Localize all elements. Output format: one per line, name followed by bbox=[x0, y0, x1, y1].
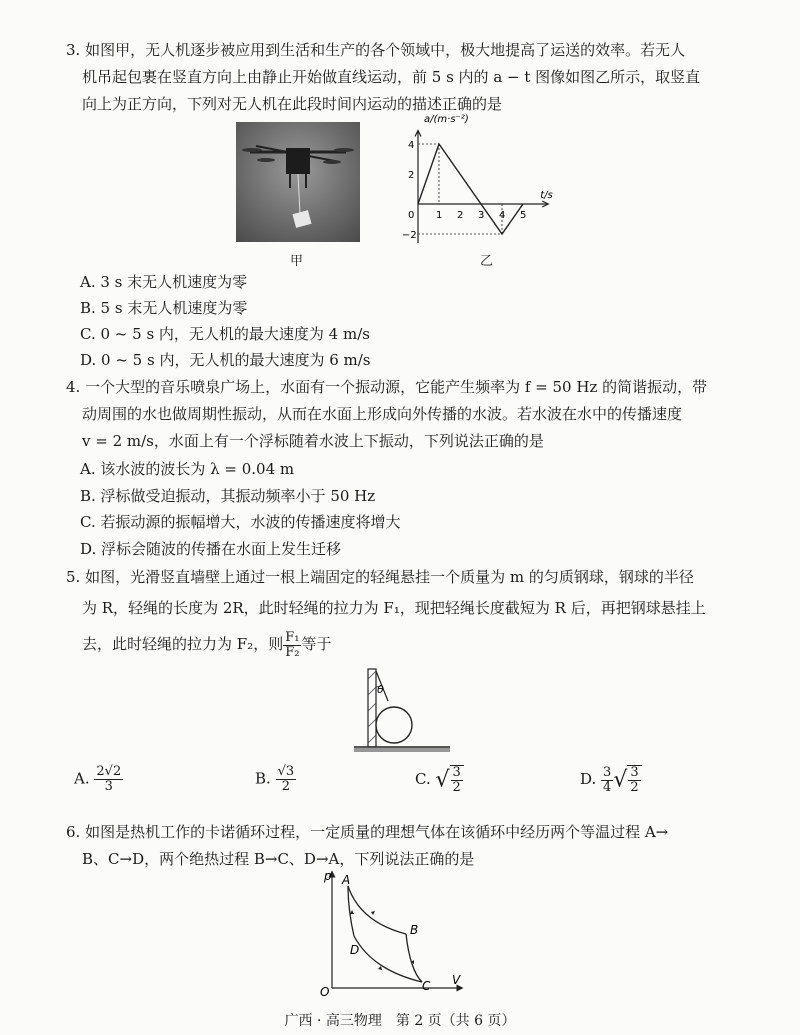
y-axis-label: a/(m·s⁻²) bbox=[424, 114, 469, 125]
q5-option-c-den: 2 bbox=[452, 780, 461, 795]
point-a-label: A bbox=[342, 873, 351, 887]
q6-line-1: 6. 如图是热机工作的卡诺循环过程，一定质量的理想气体在该循环中经历两个等温过程 A→ bbox=[66, 823, 669, 841]
q3-line-2: 机吊起包裹在竖直方向上由静止开始做直线运动，前 5 s 内的 a − t 图像如图乙所示，取竖直 bbox=[82, 68, 701, 86]
x-tick-5: 5 bbox=[520, 210, 527, 221]
q5-option-b-den: 2 bbox=[281, 779, 290, 794]
q5-option-d-coef-den: 4 bbox=[603, 779, 612, 795]
q4-option-c[interactable]: C. 若振动源的振幅增大，水波的传播速度将增大 bbox=[80, 513, 401, 531]
q5-option-d-fraction bbox=[627, 765, 641, 795]
page-footer: 广西 · 高三物理 第 2 页（共 6 页） bbox=[284, 1013, 516, 1029]
x-tick-0: 0 bbox=[408, 210, 415, 221]
isotherm-cd bbox=[354, 936, 422, 982]
ratio-fraction bbox=[283, 631, 301, 660]
q5-option-b-label: B. bbox=[255, 769, 271, 788]
p-axis-label: p bbox=[324, 870, 332, 883]
steel-ball bbox=[376, 707, 412, 743]
q4-line-1: 4. 一个大型的音乐喷泉广场上，水面有一个振动源，它能产生频率为 f = 50 Hz 的简谐振动，带 bbox=[66, 378, 708, 396]
y-tick-2: −2 bbox=[402, 230, 417, 241]
q5-option-d-num: 3 bbox=[630, 765, 639, 780]
q5-line-3-before: 去，此时轻绳的拉力为 F₂，则 bbox=[82, 635, 284, 653]
isotherm-ab bbox=[348, 886, 406, 934]
q3-line-3: 向上为正方向，下列对无人机在此段时间内运动的描述正确的是 bbox=[82, 95, 503, 113]
q6-line-2: B、C→D，两个绝热过程 B→C、D→A，下列说法正确的是 bbox=[82, 850, 475, 868]
q3-option-b[interactable]: B. 5 s 末无人机速度为零 bbox=[80, 299, 248, 317]
arrow-ab-icon bbox=[371, 911, 375, 915]
x-tick-3: 3 bbox=[478, 210, 485, 221]
q5-option-a-num: 2√2 bbox=[96, 764, 122, 779]
wall-ball-diagram bbox=[350, 665, 460, 760]
q5-option-a[interactable] bbox=[74, 765, 123, 794]
caption-jia: 甲 bbox=[290, 254, 304, 269]
y-tick-1: 2 bbox=[408, 170, 415, 181]
a-t-graph bbox=[400, 112, 560, 247]
q5-option-b-fraction bbox=[276, 765, 297, 794]
x-tick-1: 1 bbox=[436, 210, 443, 221]
q5-option-c-fraction bbox=[450, 765, 464, 795]
origin-label: O bbox=[320, 985, 330, 999]
q4-option-a[interactable]: A. 该水波的波长为 λ = 0.04 m bbox=[80, 460, 295, 478]
q5-line-3 bbox=[82, 628, 331, 660]
point-c-label: C bbox=[422, 979, 431, 993]
arrow-cd-icon bbox=[378, 966, 382, 970]
q5-option-b-num: √3 bbox=[277, 764, 295, 779]
q5-option-d-coef-num: 3 bbox=[603, 764, 612, 780]
q5-line-1: 5. 如图，光滑竖直墙壁上通过一根上端固定的轻绳悬挂一个质量为 m 的匀质钢球，钢球的半径 bbox=[66, 568, 694, 586]
q4-option-d[interactable]: D. 浮标会随波的传播在水面上发生迁移 bbox=[80, 540, 342, 558]
carnot-pv-diagram bbox=[310, 870, 470, 1000]
wall bbox=[368, 669, 376, 747]
ratio-denominator: F₂ bbox=[285, 644, 300, 660]
q5-option-d-label: D. bbox=[580, 770, 597, 788]
drone-photo bbox=[236, 122, 360, 242]
ratio-numerator: F₁ bbox=[285, 629, 300, 645]
point-b-label: B bbox=[410, 923, 419, 937]
q5-option-c-num: 3 bbox=[452, 765, 461, 780]
q5-option-c[interactable] bbox=[415, 765, 464, 795]
q4-line-3: v = 2 m/s，水面上有一个浮标随着水波上下振动，下列说法正确的是 bbox=[82, 432, 544, 450]
q3-option-d[interactable]: D. 0 ~ 5 s 内，无人机的最大速度为 6 m/s bbox=[80, 351, 371, 369]
q5-option-d-den: 2 bbox=[630, 780, 639, 795]
a-t-line bbox=[418, 144, 523, 234]
q5-option-d[interactable] bbox=[580, 765, 642, 795]
x-axis-label: t/s bbox=[540, 190, 553, 201]
q3-option-c[interactable]: C. 0 ~ 5 s 内，无人机的最大速度为 4 m/s bbox=[80, 325, 370, 343]
sqrt-icon: √ bbox=[435, 767, 450, 793]
y-tick-0: 4 bbox=[408, 140, 415, 151]
q5-option-a-fraction bbox=[94, 765, 123, 794]
q5-line-3-after: 等于 bbox=[301, 635, 332, 653]
q5-line-2: 为 R，轻绳的长度为 2R，此时轻绳的拉力为 F₁，现把轻绳长度截短为 R 后，再把钢球悬挂上 bbox=[82, 599, 706, 617]
theta-label: θ bbox=[377, 683, 384, 696]
sqrt-icon: √ bbox=[613, 767, 628, 793]
q5-option-d-coef bbox=[601, 766, 613, 795]
adiabat-bc bbox=[406, 934, 422, 982]
x-tick-4: 4 bbox=[499, 210, 506, 221]
q4-option-b[interactable]: B. 浮标做受迫振动，其振动频率小于 50 Hz bbox=[80, 487, 376, 505]
x-tick-2: 2 bbox=[457, 210, 464, 221]
q5-option-c-label: C. bbox=[415, 770, 431, 788]
q5-option-b[interactable] bbox=[255, 765, 296, 794]
drone-icon bbox=[236, 122, 360, 242]
q3-line-1: 3. 如图甲，无人机逐步被应用到生活和生产的各个领域中，极大地提高了运送的效率。若无人 bbox=[66, 41, 686, 59]
q4-line-2: 动周围的水也做周期性振动，从而在水面上形成向外传播的水波。若水波在水中的传播速度 bbox=[82, 405, 683, 423]
arrow-da-icon bbox=[350, 910, 354, 914]
q5-option-a-den: 3 bbox=[104, 779, 113, 794]
q3-option-a[interactable]: A. 3 s 末无人机速度为零 bbox=[80, 273, 248, 291]
q5-option-a-label: A. bbox=[74, 769, 90, 788]
v-axis-label: V bbox=[452, 973, 461, 987]
point-d-label: D bbox=[350, 943, 360, 957]
caption-yi: 乙 bbox=[480, 254, 494, 269]
